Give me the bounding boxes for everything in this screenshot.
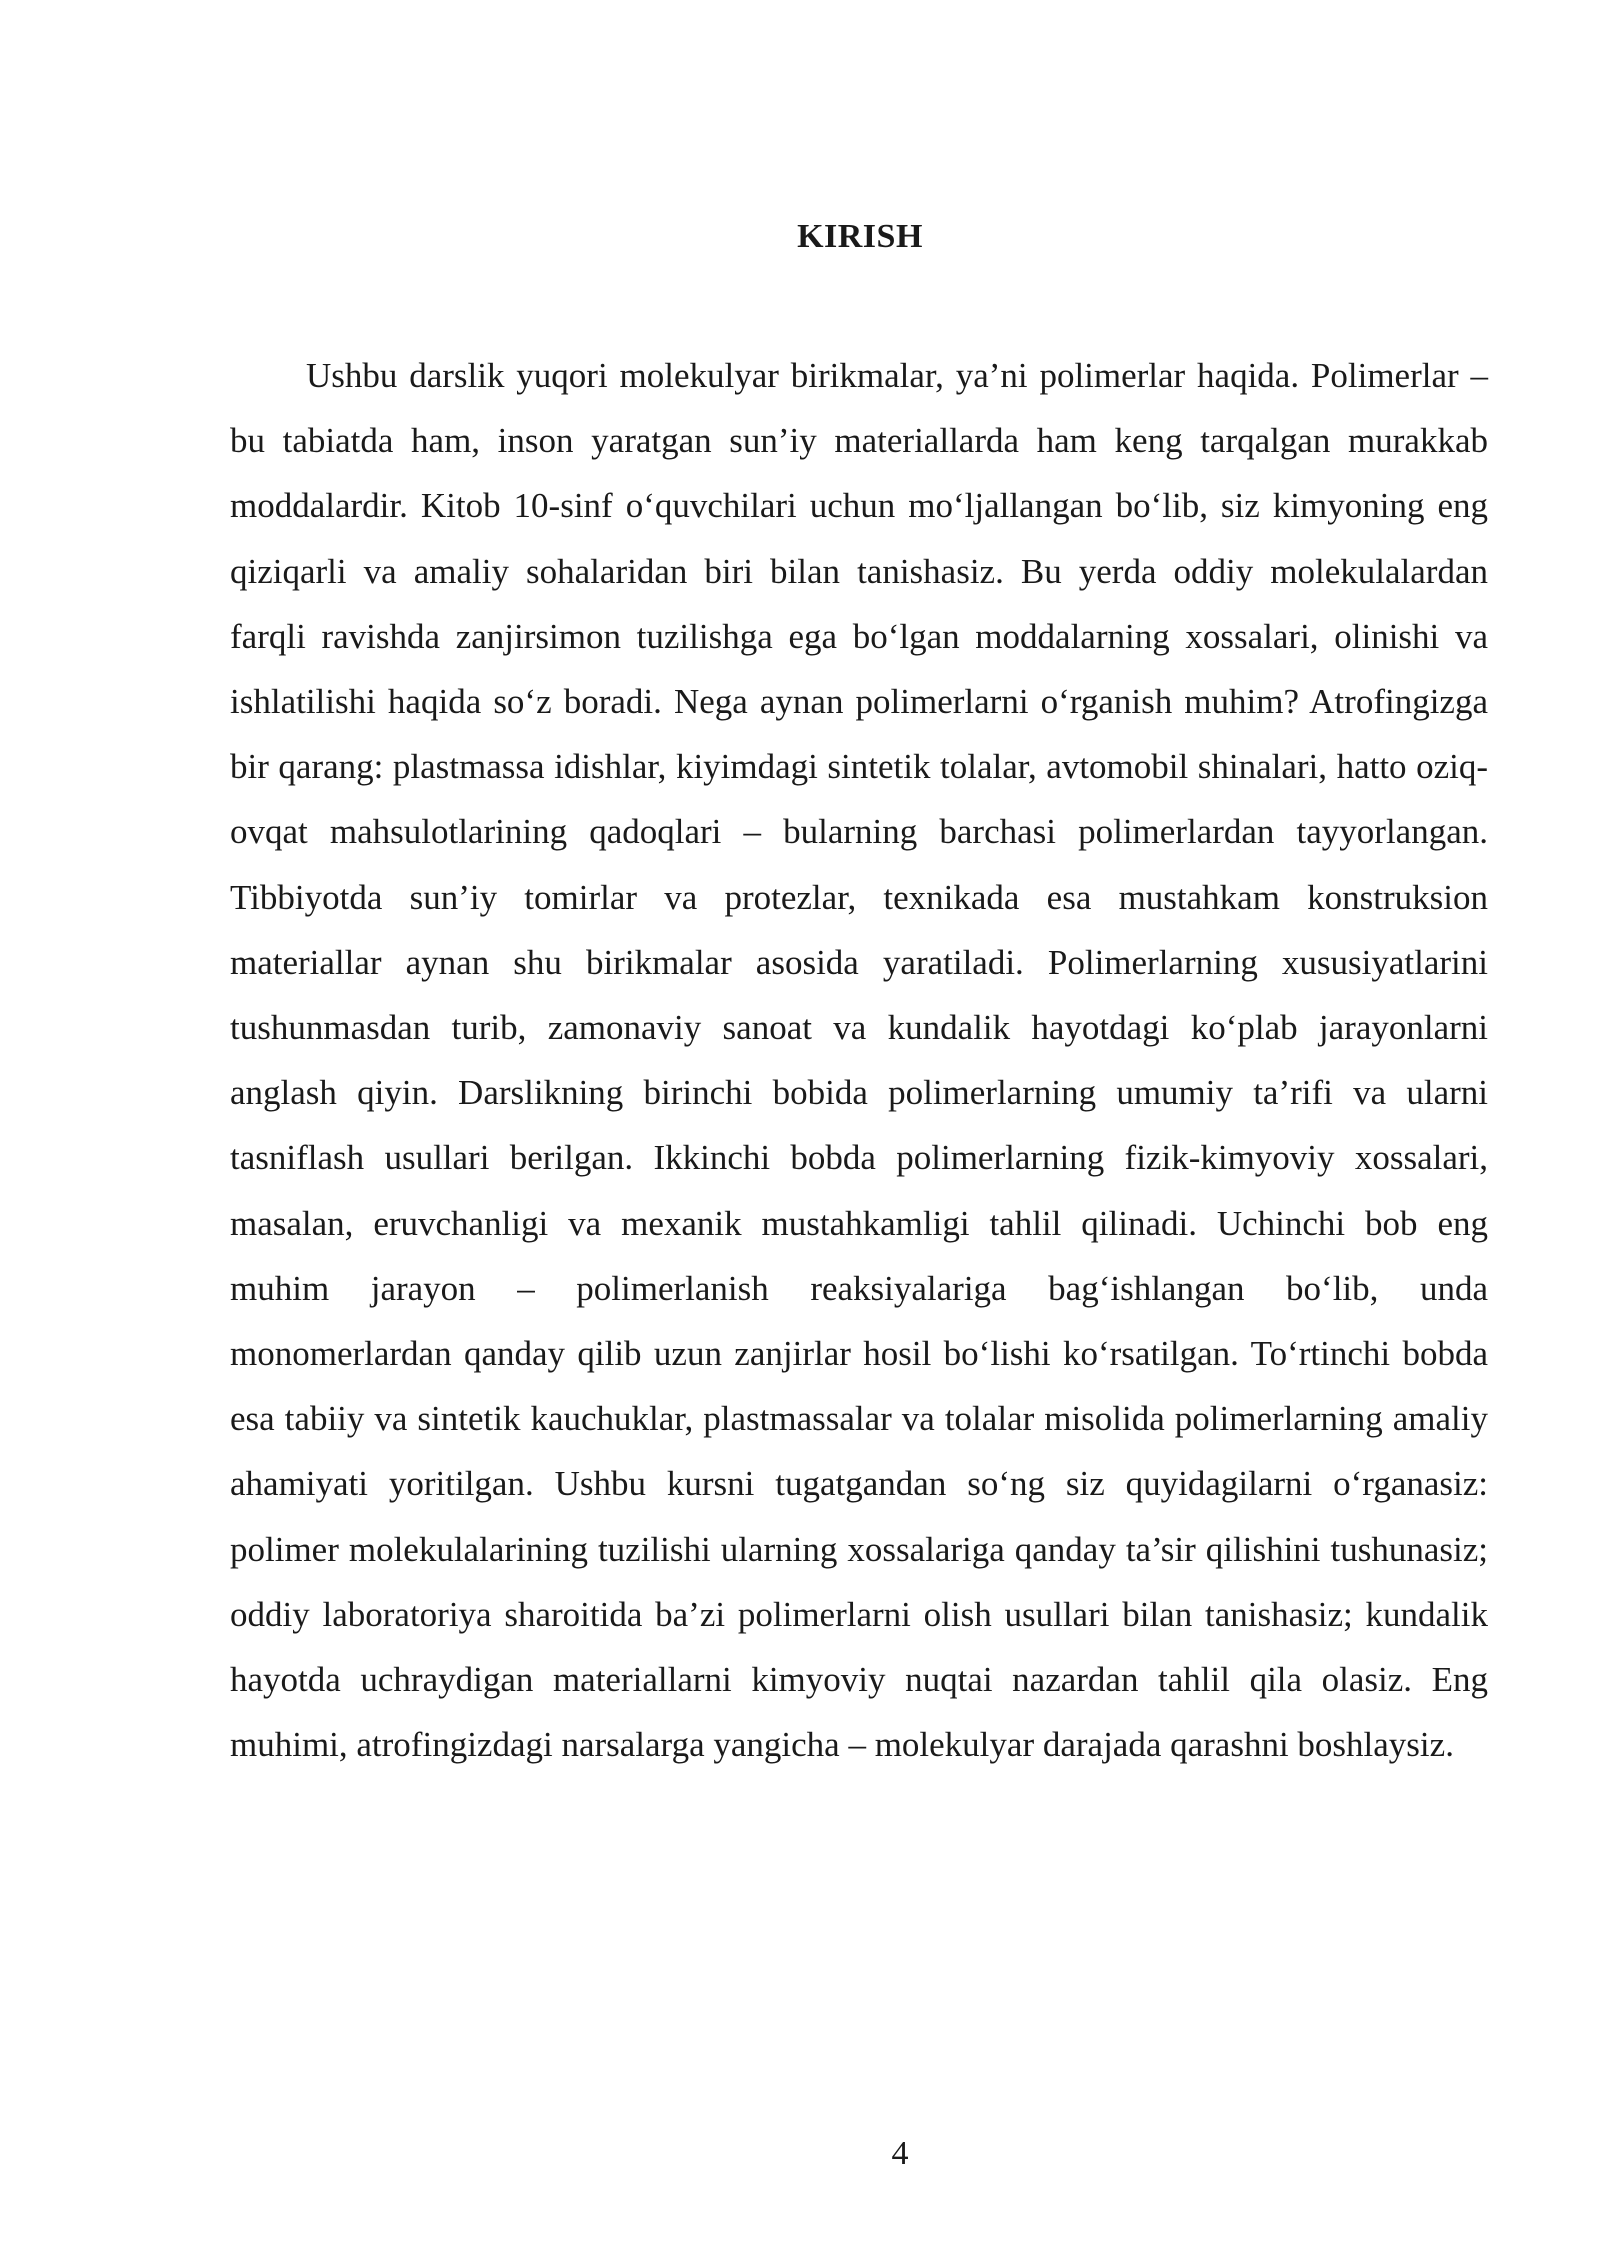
body-paragraph: Ushbu darslik yuqori molekulyar birikmalar, ya’ni polimerlar haqida. Polimerlar – bu tabiatda ham, inson yaratgan sun’iy materiallarda ham keng tarqalgan murakkab moddalardir. Kitob 10-sinf o‘quvchilari uchun mo‘ljallangan bo‘lib, siz kimyoning eng qiziqarli va amaliy sohalaridan biri bilan tanishasiz. Bu yerda oddiy molekulalardan farqli ravishda zanjirsimon tuzilishga ega bo‘lgan moddalarning xossalari, olinishi va ishlatilishi haqida so‘z boradi. Nega aynan polimerlarni o‘rganish muhim? Atrofingizga bir qarang: plastmassa idishlar, kiyimdagi sintetik tolalar, avtomobil shinalari, hatto oziq-ovqat mahsulotlarining qadoqlari – bularning barchasi polimerlardan tayyorlangan. Tibbiyotda sun’iy tomirlar va protezlar, texnikada esa mustahkam konstruksion materiallar aynan shu birikmalar asosida yaratiladi. Polimerlarning xususiyatlarini tushunmasdan turib, zamonaviy sanoat va kundalik hayotdagi ko‘plab jarayonlarni anglash qiyin. Darslikning birinchi bobida polimerlarning umumiy ta’rifi va ularni tasniflash usullari berilgan. Ikkinchi bobda polimerlarning fizik-kimyoviy xossalari, masalan, eruvchanligi va mexanik mustahkamligi tahlil qilinadi. Uchinchi bob eng muhim jarayon – polimerlanish reaksiyalariga bag‘ishlangan bo‘lib, unda monomerlardan qanday qilib uzun zanjirlar hosil bo‘lishi ko‘rsatilgan. To‘rtinchi bobda esa tabiiy va sintetik kauchuklar, plastmassalar va tolalar misolida polimerlarning amaliy ahamiyati yoritilgan. Ushbu kursni tugatgandan so‘ng siz quyidagilarni o‘rganasiz: polimer molekulalarining tuzilishi ularning xossalariga qanday ta’sir qilishini tushunasiz; oddiy laboratoriya sharoitida ba’zi polimerlarni olish usullari bilan tanishasiz; kundalik hayotda uchraydigan materiallarni kimyoviy nuqtai nazardan tahlil qila olasiz. Eng muhimi, atrofingizdagi narsalarga yangicha – molekulyar darajada qarashni boshlaysiz. [230,356,1488,1765]
page-number: 4 [891,2135,909,2172]
page-title: KIRISH [797,218,923,255]
